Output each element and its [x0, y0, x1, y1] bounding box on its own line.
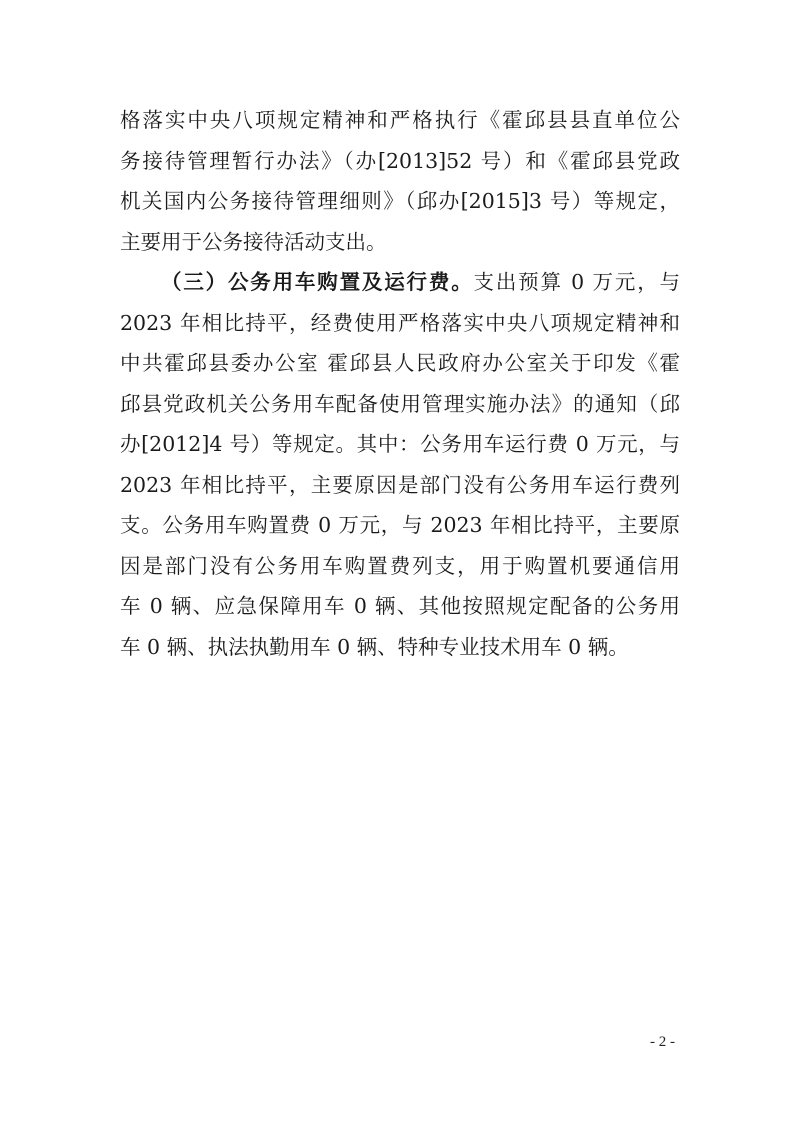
text-line: 机关国内公务接待管理细则》（邱办[2015]3 号）等规定，: [120, 189, 680, 213]
section-heading: （三）公务用车购置及运行费。: [161, 270, 474, 294]
page-number: - 2 -: [650, 1034, 675, 1050]
text-line: 车 0 辆、执法执勤用车 0 辆、特种专业技术用车 0 辆。: [120, 634, 629, 659]
text-line: 办[2012]4 号）等规定。其中：公务用车运行费 0 万元，与: [120, 432, 680, 456]
text-line: 主要用于公务接待活动支出。: [120, 229, 387, 254]
text-line: 务接待管理暂行办法》（办[2013]52 号）和《霍邱县党政: [120, 148, 680, 173]
text-line: 2023 年相比持平，经费使用严格落实中央八项规定精神和: [120, 310, 680, 335]
text-line: 因是部门没有公务用车购置费列支，用于购置机要通信用: [120, 553, 680, 578]
text-line: 车 0 辆、应急保障用车 0 辆、其他按照规定配备的公务用: [120, 594, 680, 618]
text-line: 支。公务用车购置费 0 万元，与 2023 年相比持平，主要原: [120, 513, 680, 537]
text-line: 2023 年相比持平，主要原因是部门没有公务用车运行费列: [120, 472, 680, 497]
paragraph-hospitality: [120, 100, 680, 262]
text-line-heading: [120, 262, 680, 303]
text-line: 中共霍邱县委办公室 霍邱县人民政府办公室关于印发《霍: [120, 351, 680, 375]
paragraph-official-vehicles: [120, 262, 680, 667]
text-line: 邱县党政机关公务用车配备使用管理实施办法》的通知（邱: [120, 391, 680, 416]
heading-continuation: 支出预算 0 万元，与: [473, 270, 681, 294]
text-line: 格落实中央八项规定精神和严格执行《霍邱县县直单位公: [120, 108, 680, 132]
